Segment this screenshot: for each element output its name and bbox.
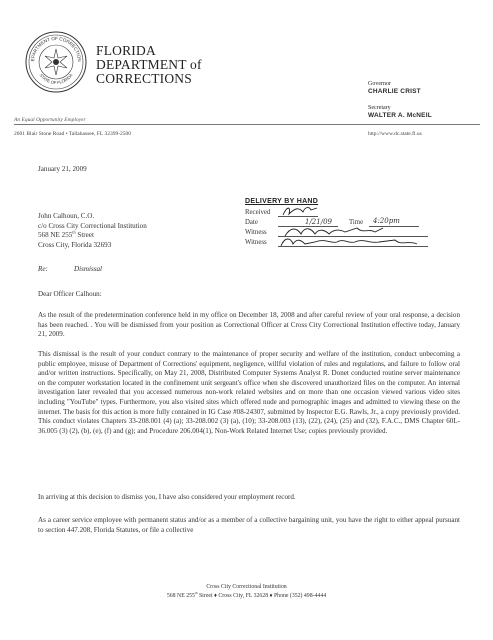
recipient-city: Cross City, Florida 32693 [38, 240, 112, 249]
letterhead-website: http://www.dc.state.fl.us [368, 131, 422, 137]
stamp-title: DELIVERY BY HAND [245, 198, 319, 205]
governor-block [368, 80, 421, 96]
secretary-label: Secretary [368, 105, 391, 111]
equal-opportunity-text: An Equal Opportunity Employer [14, 117, 86, 123]
time-label: Time [349, 219, 364, 226]
governor-name: CHARLIE CRIST [368, 88, 421, 95]
re-subject: Dismissal [74, 265, 102, 273]
re-label: Re: [38, 265, 48, 273]
date-label: Date [245, 219, 258, 226]
recipient-address [38, 212, 147, 250]
footer-line-1: Cross City Correctional Institution [206, 584, 287, 590]
paragraph-2: This dismissal is the result of your conduct contrary to the maintenance of proper security and welfare of the institution, conduct unbecoming a public employee, misuse of Department of Corrections' equipment, negligence, willful violation of rules and regulations, and failure to follow oral and/or written instructions. Specifically, on May 21, 2008, Distributed Computer Systems Analyst R. Donet conducted routine server maintenance on the computer workstation located in the confinement unit sergeant's office when she discovered unauthorized files on the computer. An internal investigation later revealed that you accessed numerous non-work related websites and on more than one occasion viewed various video sites including "YouTube" types. Furthermore, you also visited sites which offered nude and pornographic images and admitted to viewing these on the internet. The basis for this action is more fully contained in IG Case #08-24307, submitted by Inspector E.G. Rawls, Jr., a copy previously provided. This conduct violates Chapters 33-208.001 (4) (a); 33-208.002 (3) (a), (10); 33-208.003 (13), (22), (24), (25) and (32), F.A.C., DMS Chapter 60L-36.005 (3) (2), (b), (e), (f) and (g); and Procedure 206.004(1), Non-Work Related Internet Use; copies previously provided. [38, 350, 460, 435]
recipient-name: John Calhoun, C.O. [38, 212, 95, 220]
paragraph-3: In arriving at this decision to dismiss you, I have also considered your employment record. [38, 493, 296, 501]
witness2-label: Witness [245, 239, 267, 246]
organization-name [96, 44, 202, 86]
witness-label: Witness [245, 229, 267, 236]
seal-text-bottom: STATE OF FLORIDA [38, 72, 74, 86]
handwritten-signatures [245, 198, 435, 256]
seal-text-top: EPARTMENT OF CORRECTION [29, 35, 83, 62]
stamp-date-value: 1/21/09 [305, 218, 332, 226]
department-seal [24, 30, 88, 94]
received-label: Received [245, 209, 271, 216]
paragraph-4: As a career service employee with permanent status and/or as a member of a collective bargaining unit, you have the right to either appeal pursuant to section 447.208, Florida Statutes, or file a collective [38, 516, 460, 534]
letterhead-divider [14, 124, 480, 125]
footer-line-2: 568 NE 255th Street ♦ Cross City, FL 32628 ♦ Phone (352) 498-4444 [166, 591, 327, 599]
subject-line [38, 265, 102, 275]
delivery-stamp [245, 198, 435, 256]
secretary-block [368, 104, 432, 120]
salutation: Dear Officer Calhoun: [38, 290, 102, 298]
org-line-2: DEPARTMENT of [96, 57, 202, 72]
org-line-1: FLORIDA [96, 43, 156, 58]
paragraph-1: As the result of the predetermination conference held in my office on December 18, 2008 and after careful review of your oral response, a decision has been reached. . You will be dismissed from your position as Correctional Officer at Cross City Correctional Institution effective today, January 21, 2009. [38, 311, 460, 339]
governor-label: Governor [368, 81, 391, 87]
recipient-line2: c/o Cross City Correctional Institution [38, 221, 147, 230]
letterhead-address: 2601 Blair Stone Road • Tallahassee, FL 32399-2500 [14, 131, 132, 137]
letter-date: January 21, 2009 [38, 165, 87, 173]
org-line-3: CORRECTIONS [96, 71, 192, 86]
stamp-time-value: 4:20pm [373, 217, 400, 225]
secretary-name: WALTER A. McNEIL [368, 112, 432, 119]
recipient-street: 568 NE 255th Street [38, 229, 94, 240]
